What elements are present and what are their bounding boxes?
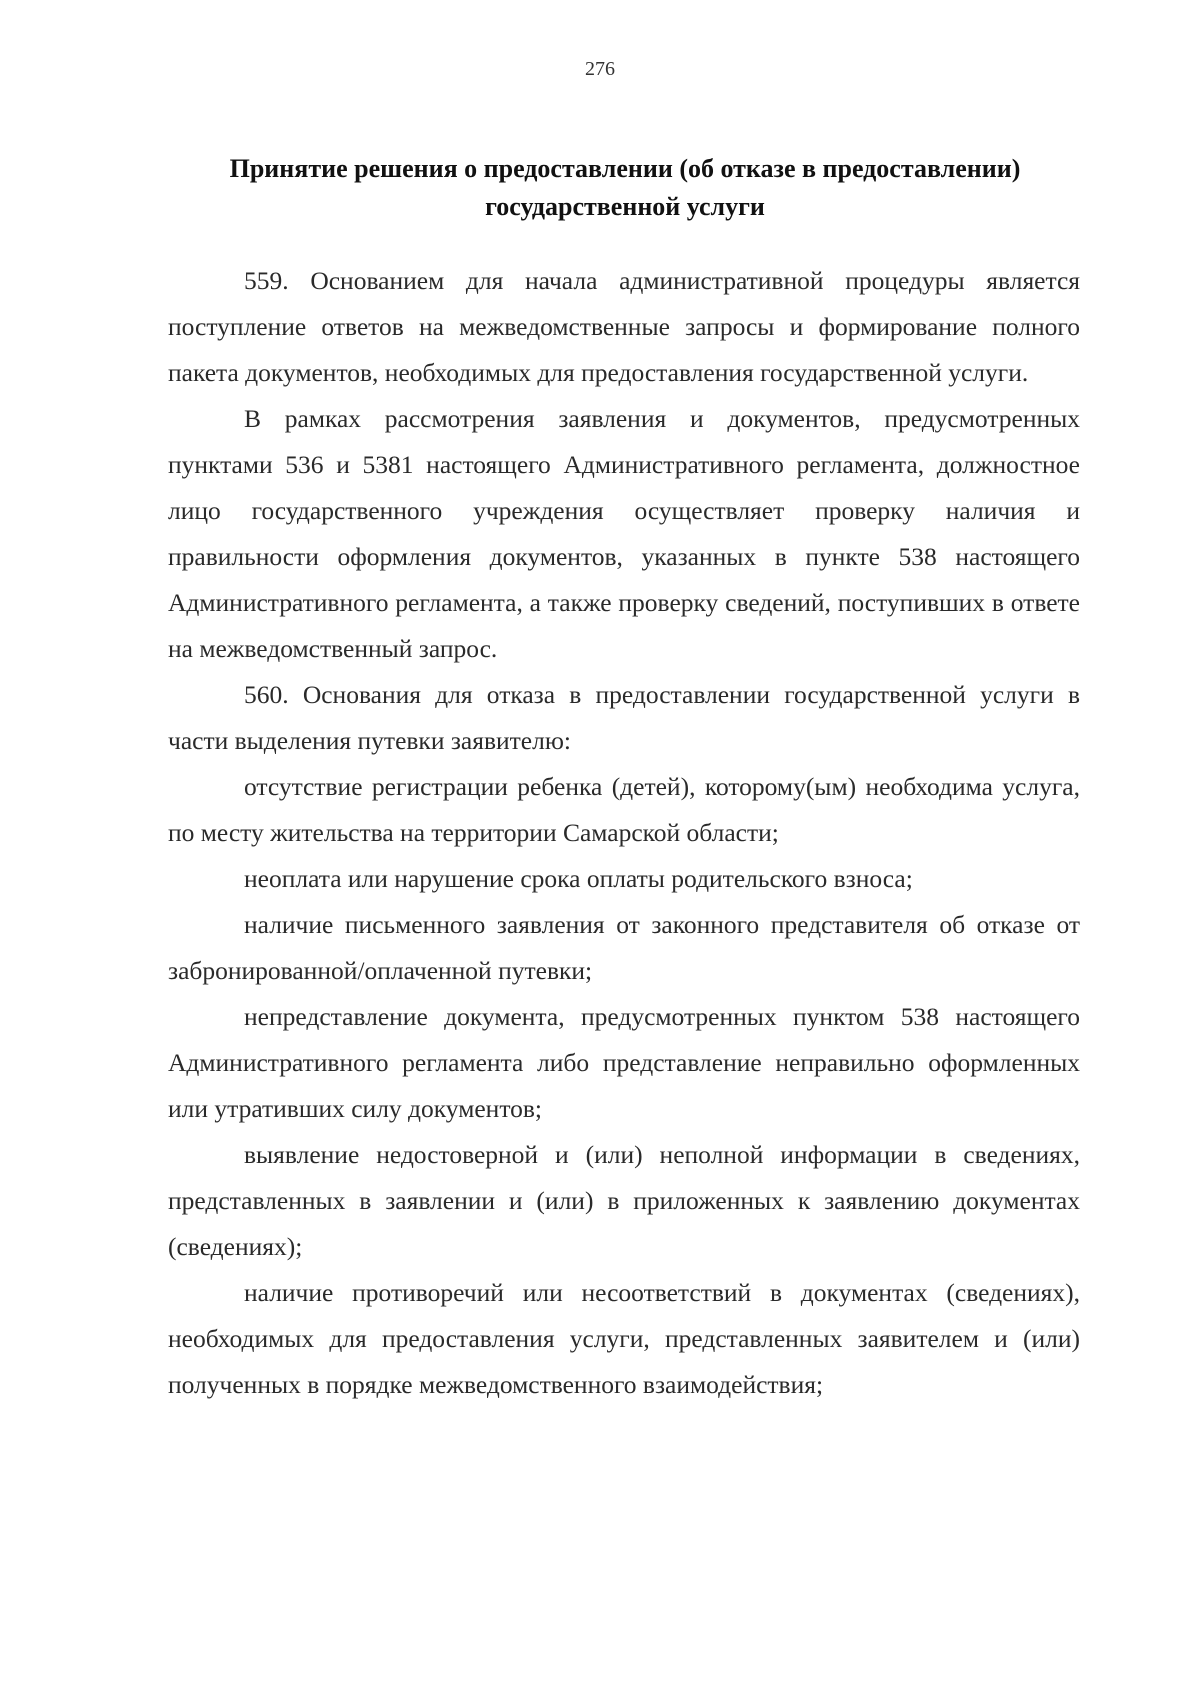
- refusal-ground-registration: отсутствие регистрации ребенка (детей), которому(ым) необходима услуга, по месту жительства на территории Самарской области;: [168, 772, 1080, 847]
- refusal-ground-contradictions: наличие противоречий или несоответствий в документах (сведениях), необходимых для предоставления услуги, представленных заявителем и (или) полученных в порядке межведомственного взаимодействия;: [168, 1278, 1080, 1399]
- document-body: [168, 258, 1080, 1408]
- refusal-ground-withdrawal: наличие письменного заявления от законного представителя об отказе от забронированной/оплаченной путевки;: [168, 910, 1080, 985]
- refusal-ground-payment: неоплата или нарушение срока оплаты родительского взноса;: [244, 864, 913, 893]
- paragraph-review: В рамках рассмотрения заявления и документов, предусмотренных пунктами 536 и 5381 настоящего Административного регламента, должностное лицо государственного учреждения осуществляет проверку наличия и правильности оформления документов, указанных в пункте 538 настоящего Административного регламента, а также проверку сведений, поступивших в ответе на межведомственный запрос.: [168, 404, 1080, 663]
- page-number: 276: [585, 58, 615, 80]
- section-heading: [160, 150, 1090, 226]
- refusal-ground-documents: непредставление документа, предусмотренных пунктом 538 настоящего Административного регламента либо представление неправильно оформленных или утративших силу документов;: [168, 1002, 1080, 1123]
- refusal-ground-false-info: выявление недостоверной и (или) неполной информации в сведениях, представленных в заявлении и (или) в приложенных к заявлению документах (сведениях);: [168, 1140, 1080, 1261]
- paragraph-560: 560. Основания для отказа в предоставлении государственной услуги в части выделения путевки заявителю:: [168, 680, 1080, 755]
- paragraph-559: 559. Основанием для начала административной процедуры является поступление ответов на межведомственные запросы и формирование полного пакета документов, необходимых для предоставления государственной услуги.: [168, 266, 1080, 387]
- section-heading-line-2: государственной услуги: [485, 192, 765, 221]
- section-heading-line-1: Принятие решения о предоставлении (об отказе в предоставлении): [229, 154, 1021, 183]
